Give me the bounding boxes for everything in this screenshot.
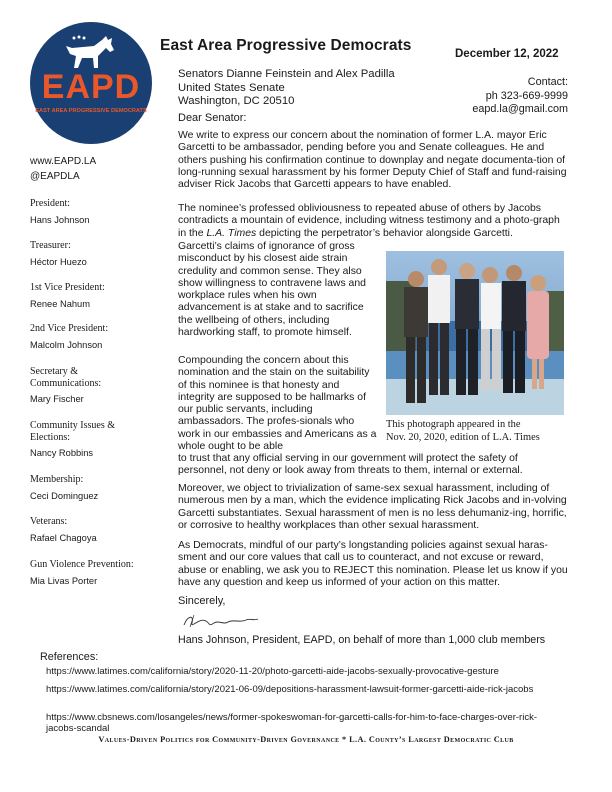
letter-date: December 12, 2022 bbox=[455, 48, 559, 60]
officer-role: 1st Vice President: bbox=[30, 282, 105, 293]
logo-full-name: EAST AREA PROGRESSIVE DEMOCRATS bbox=[35, 108, 147, 114]
contact-email[interactable]: eapd.la@gmail.com bbox=[472, 103, 568, 115]
contact-block bbox=[472, 76, 568, 117]
newspaper-name: L.A. Times bbox=[206, 227, 257, 239]
footer-tagline: Values-Driven Politics for Community-Driven Governance * L.A. County’s Largest Democratic Club bbox=[98, 735, 514, 744]
paragraph-2 bbox=[178, 203, 568, 240]
logo-abbreviation: EAPD bbox=[41, 68, 141, 106]
organization-name: East Area Progressive Democrats bbox=[160, 37, 412, 54]
officer-name: Renee Nahum bbox=[30, 299, 90, 309]
photo-caption bbox=[386, 419, 540, 444]
officer-community-issues bbox=[30, 420, 140, 459]
recipient-line-1: Senators Dianne Feinstein and Alex Padilla bbox=[178, 68, 395, 80]
photo-caption-line-2: Nov. 20, 2020, edition of L.A. Times bbox=[386, 431, 540, 443]
officer-president bbox=[30, 198, 89, 226]
officer-role: 2nd Vice President: bbox=[30, 323, 109, 334]
officer-name: Hans Johnson bbox=[30, 215, 90, 225]
donkey-icon bbox=[64, 34, 120, 72]
paragraph-2-text-end: depicting the perpetrator’s behavior alongside Garcetti. bbox=[259, 227, 513, 239]
officer-role: Gun Violence Prevention: bbox=[30, 559, 134, 570]
reference-link-3[interactable]: https://www.cbsnews.com/losangeles/news/former-spokeswoman-for-garcetti-calls-for-him-to-face-charges-over-rick-jacobs-scandal bbox=[46, 712, 537, 734]
officer-secretary bbox=[30, 366, 140, 405]
signatory: Hans Johnson, President, EAPD, on behalf of more than 1,000 club members bbox=[178, 634, 546, 646]
reference-link-1[interactable]: https://www.latimes.com/california/story/2020-11-20/photo-garcetti-aide-jacobs-sexually-provocative-gesture bbox=[46, 666, 499, 677]
social-handle[interactable]: @EAPDLA bbox=[30, 171, 80, 182]
officer-name: Rafael Chagoya bbox=[30, 533, 97, 543]
reference-link-2[interactable]: https://www.latimes.com/california/story/2021-06-09/depositions-harassment-lawsuit-former-garcetti-aide-rick-jacobs bbox=[46, 684, 534, 695]
group-photo bbox=[386, 251, 564, 415]
officer-treasurer bbox=[30, 240, 87, 268]
paragraph-2-text: The nominee’s professed obliviousness to repeated abuse of others by Jacobs contradicts a mountain of evidence, including witness testimony and a photo-graph in the bbox=[178, 203, 560, 239]
paragraph-4-continued: to trust that any official serving in our government will protect the safety of personnel, not deny or look away from threats to them, internal or external. bbox=[178, 453, 523, 477]
officer-role: Treasurer: bbox=[30, 240, 71, 251]
sidebar-links bbox=[30, 156, 96, 183]
officer-name: Mia Livas Porter bbox=[30, 576, 98, 586]
officer-name: Ceci Dominguez bbox=[30, 491, 99, 501]
salutation: Dear Senator: bbox=[178, 112, 247, 124]
contact-phone: ph 323-669-9999 bbox=[485, 89, 568, 102]
officer-role: Secretary & Communications: bbox=[30, 366, 102, 389]
eapd-logo bbox=[30, 22, 152, 144]
paragraph-6: As Democrats, mindful of our party’s longstanding policies against sexual haras-sment and our core values that call us to counteract, and not excuse or reward, abuse or enabling, we ask you to REJECT this nomination. Please let us know if you have any question and keep us informed of your action on this matter. bbox=[178, 540, 568, 588]
officer-gun-violence bbox=[30, 559, 160, 587]
website-link[interactable]: www.EAPD.LA bbox=[30, 156, 97, 167]
paragraph-5: Moreover, we object to trivialization of same-sex sexual harassment, including of numerous men by a man, which the evidence implicating Rick Jacobs and in-volving Garcetti substantiates. Sexual harassment of men is no less dehumaniz-ing, horrific, or corrosive to healthy workplaces than other sexual harassment. bbox=[178, 483, 567, 531]
officer-role: Veterans: bbox=[30, 516, 68, 527]
photo-caption-line-1: This photograph appeared in the bbox=[386, 419, 521, 430]
officer-first-vp bbox=[30, 282, 105, 310]
paragraph-4: Compounding the concern about this nomination and the stain on the suitability of this nominee is that honesty and integrity are supposed to be hallmarks of our public servants, including ambassadors. The profes-sionals who work in our embassies and Americans as a whole ought to be able bbox=[178, 355, 377, 452]
officer-role: President: bbox=[30, 198, 70, 209]
officer-veterans bbox=[30, 516, 97, 544]
paragraph-1: We write to express our concern about the nomination of former L.A. mayor Eric Garcetti to be ambassador, pending before you and Senate colleagues. He and others pushing his confirmation continue to downplay and negate documenta-tion of long-running sexual harassment by his former Deputy Chief of Staff and fund-raising adviser Rick Jacobs that Garcetti appears to have enabled. bbox=[178, 130, 567, 190]
officer-name: Malcolm Johnson bbox=[30, 340, 103, 350]
officer-role: Community Issues & Elections: bbox=[30, 420, 116, 443]
officer-membership bbox=[30, 474, 98, 502]
officer-name: Nancy Robbins bbox=[30, 448, 94, 458]
signature-image bbox=[180, 611, 260, 631]
officer-name: Mary Fischer bbox=[30, 394, 84, 404]
officer-name: Héctor Huezo bbox=[30, 257, 87, 267]
recipient-line-2: United States Senate bbox=[178, 81, 285, 94]
paragraph-3: Garcetti’s claims of ignorance of gross misconduct by his closest aide strain credulity and common sense. They also show willingness to contravene laws and workplace rules when his own advancement is at stake and to sacrifice the wellbeing of others, including hardworking staff, to promote himself. bbox=[178, 241, 366, 338]
recipient-line-3: Washington, DC 20510 bbox=[178, 95, 295, 107]
officer-second-vp bbox=[30, 323, 108, 351]
references-title: References: bbox=[40, 651, 99, 663]
recipient-address bbox=[178, 68, 395, 109]
closing: Sincerely, bbox=[178, 595, 226, 607]
contact-label: Contact: bbox=[527, 76, 568, 88]
officer-role: Membership: bbox=[30, 474, 84, 485]
